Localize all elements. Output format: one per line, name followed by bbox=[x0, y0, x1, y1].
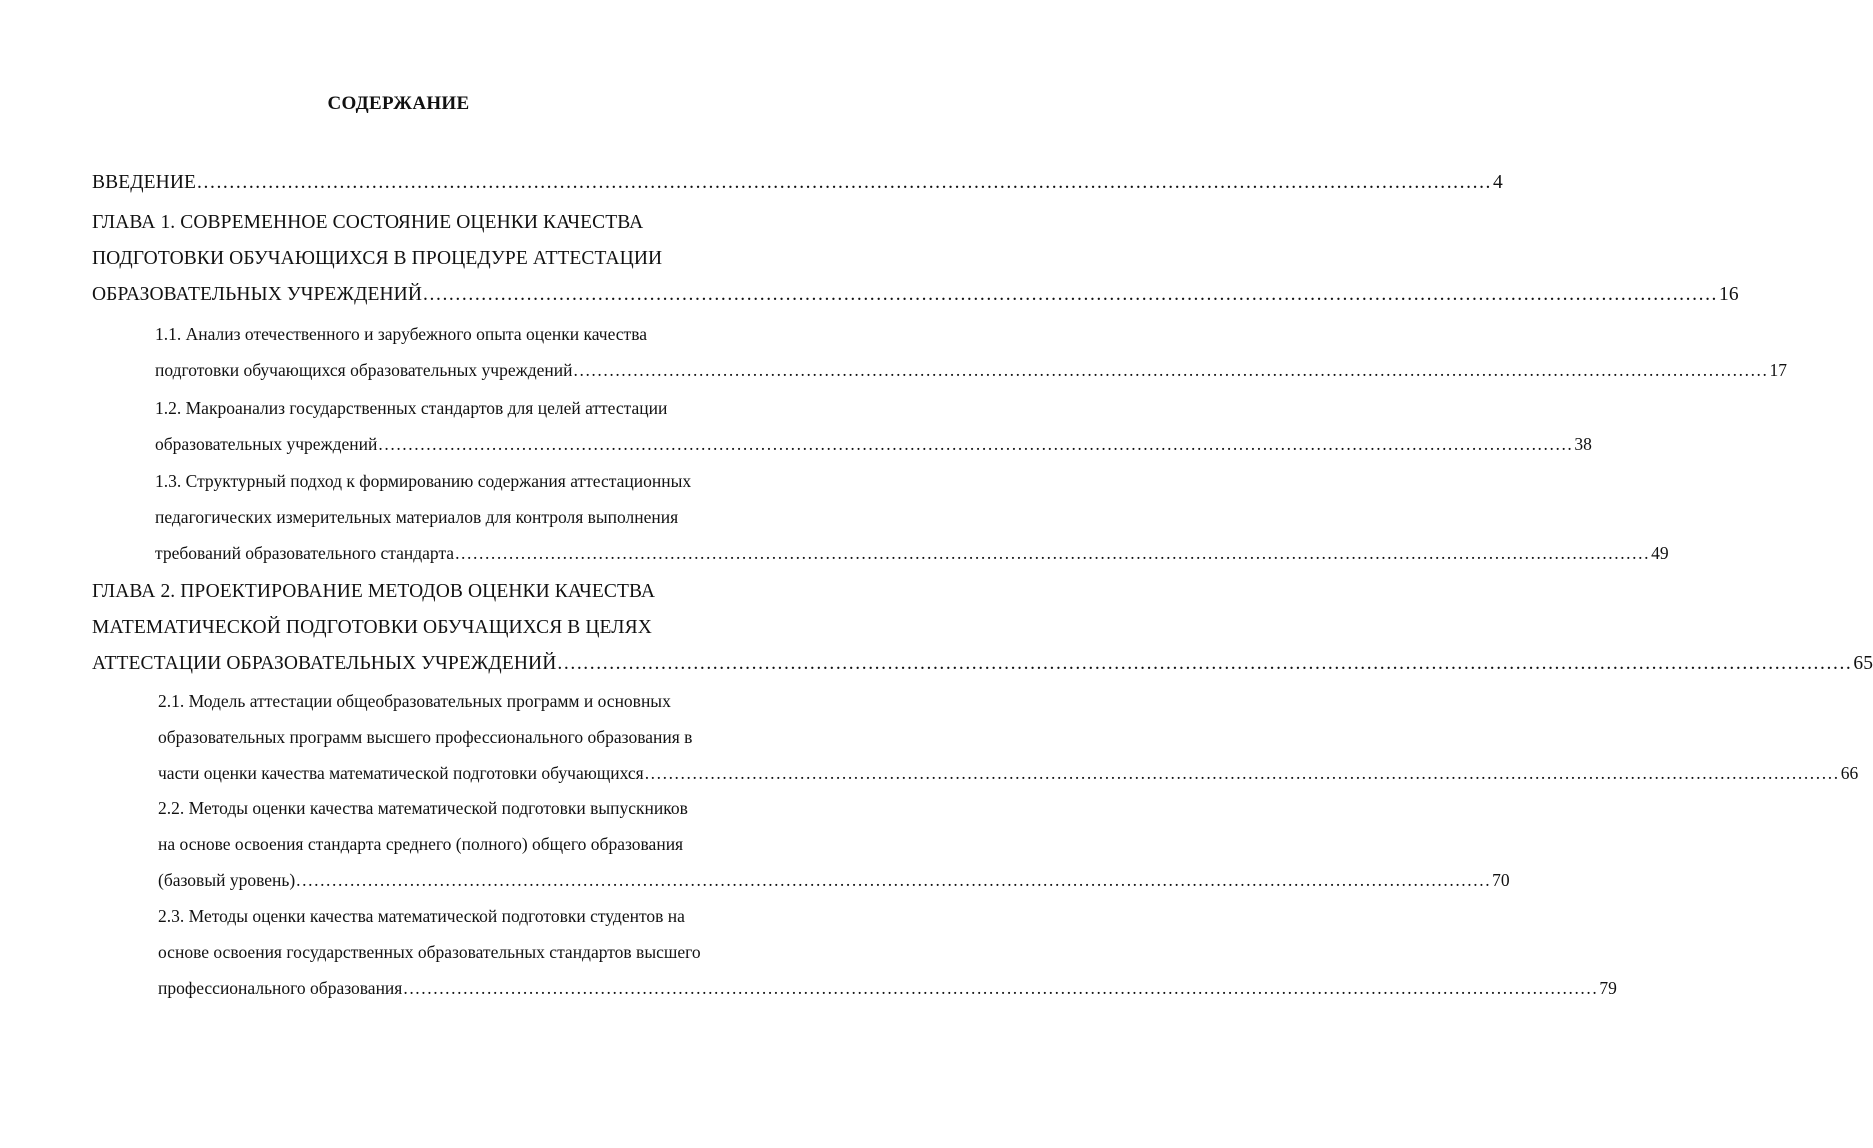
toc-entry-text: образовательных учреждений bbox=[155, 434, 378, 454]
toc-entry-section-2-2 bbox=[158, 790, 1510, 898]
toc-page-number: 79 bbox=[1599, 978, 1617, 998]
toc-entry-chapter-1 bbox=[92, 205, 1739, 313]
toc-entry-line bbox=[158, 862, 1510, 898]
toc-entry-introduction bbox=[92, 165, 1503, 201]
toc-page-number: 65 bbox=[1853, 653, 1873, 674]
dot-leader: ........................................................................................................................................................................................................ bbox=[296, 870, 1492, 890]
toc-entry-line bbox=[92, 277, 1739, 313]
page-title: СОДЕРЖАНИЕ bbox=[327, 93, 470, 114]
toc-entry-section-1-3 bbox=[155, 463, 1669, 571]
toc-entry-line: 2.3. Методы оценки качества математической подготовки студентов на bbox=[158, 906, 685, 926]
toc-entry-line bbox=[155, 426, 1592, 462]
dot-leader: ........................................................................................................................................................................................................ bbox=[378, 434, 1574, 454]
toc-page-number: 4 bbox=[1493, 172, 1503, 193]
toc-entry-line: 2.1. Модель аттестации общеобразовательных программ и основных bbox=[158, 691, 671, 711]
dot-leader: ........................................................................................................................................................................................................ bbox=[644, 763, 1840, 783]
dot-leader: ........................................................................................................................................................................................................ bbox=[403, 978, 1599, 998]
toc-entry-text: (базовый уровень) bbox=[158, 870, 296, 890]
toc-entry-line bbox=[92, 165, 1503, 201]
toc-entry-chapter-2 bbox=[92, 574, 1873, 682]
toc-page-number: 66 bbox=[1840, 763, 1859, 783]
toc-entry-line: 1.1. Анализ отечественного и зарубежного опыта оценки качества bbox=[155, 324, 647, 344]
toc-entry-text: подготовки обучающихся образовательных учреждений bbox=[155, 360, 573, 380]
toc-page-number: 38 bbox=[1574, 434, 1592, 454]
dot-leader: ........................................................................................................................................................................................................ bbox=[197, 172, 1493, 193]
toc-entry-section-2-1 bbox=[158, 683, 1859, 791]
toc-entry-line: основе освоения государственных образовательных стандартов высшего bbox=[158, 942, 701, 962]
toc-entry-text: ОБРАЗОВАТЕЛЬНЫХ УЧРЕЖДЕНИЙ bbox=[92, 284, 423, 305]
toc-entry-line: ГЛАВА 2. ПРОЕКТИРОВАНИЕ МЕТОДОВ ОЦЕНКИ КАЧЕСТВА bbox=[92, 581, 656, 602]
toc-entry-text: ВВЕДЕНИЕ bbox=[92, 172, 197, 193]
dot-leader: ........................................................................................................................................................................................................ bbox=[557, 653, 1853, 674]
toc-page-number: 17 bbox=[1769, 360, 1787, 380]
toc-entry-line bbox=[155, 535, 1669, 571]
toc-entry-line: 1.3. Структурный подход к формированию содержания аттестационных bbox=[155, 471, 692, 491]
toc-entry-text: АТТЕСТАЦИИ ОБРАЗОВАТЕЛЬНЫХ УЧРЕЖДЕНИЙ bbox=[92, 653, 557, 674]
toc-entry-line: на основе освоения стандарта среднего (полного) общего образования bbox=[158, 834, 684, 854]
toc-entry-text: части оценки качества математической подготовки обучающихся bbox=[158, 763, 644, 783]
toc-page-number: 49 bbox=[1651, 543, 1669, 563]
toc-entry-line: педагогических измерительных материалов для контроля выполнения bbox=[155, 507, 679, 527]
toc-entry-text: профессионального образования bbox=[158, 978, 403, 998]
toc-page-number: 70 bbox=[1492, 870, 1510, 890]
toc-entry-section-1-1 bbox=[155, 316, 1787, 388]
toc-entry-line: образовательных программ высшего профессионального образования в bbox=[158, 727, 693, 747]
toc-entry-section-1-2 bbox=[155, 390, 1592, 462]
toc-entry-line: ПОДГОТОВКИ ОБУЧАЮЩИХСЯ В ПРОЦЕДУРЕ АТТЕСТАЦИИ bbox=[92, 248, 663, 269]
dot-leader: ........................................................................................................................................................................................................ bbox=[455, 543, 1651, 563]
toc-entry-line bbox=[158, 755, 1859, 791]
toc-entry-line: 1.2. Макроанализ государственных стандартов для целей аттестации bbox=[155, 398, 668, 418]
toc-entry-line bbox=[158, 970, 1617, 1006]
toc-page-number: 16 bbox=[1719, 284, 1739, 305]
toc-entry-line: ГЛАВА 1. СОВРЕМЕННОЕ СОСТОЯНИЕ ОЦЕНКИ КАЧЕСТВА bbox=[92, 212, 644, 233]
toc-entry-line: 2.2. Методы оценки качества математической подготовки выпускников bbox=[158, 798, 688, 818]
toc-entry-section-2-3 bbox=[158, 898, 1617, 1006]
toc-entry-line bbox=[155, 352, 1787, 388]
toc-entry-line bbox=[92, 646, 1873, 682]
dot-leader: ........................................................................................................................................................................................................ bbox=[573, 360, 1769, 380]
dot-leader: ........................................................................................................................................................................................................ bbox=[423, 284, 1719, 305]
toc-entry-line: МАТЕМАТИЧЕСКОЙ ПОДГОТОВКИ ОБУЧАЩИХСЯ В ЦЕЛЯХ bbox=[92, 617, 652, 638]
toc-entry-text: требований образовательного стандарта bbox=[155, 543, 455, 563]
